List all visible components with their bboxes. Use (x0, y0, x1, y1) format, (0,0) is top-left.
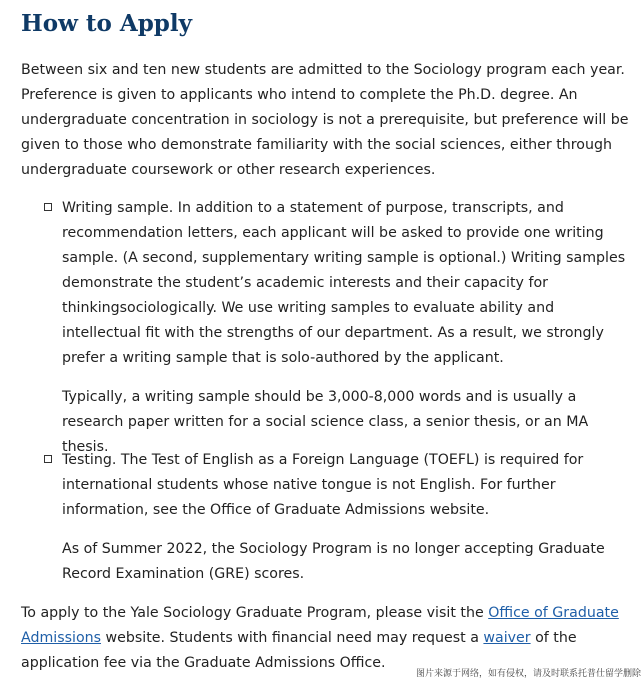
closing-text-1: To apply to the Yale Sociology Graduate Program, please visit the (21, 605, 489, 621)
closing-text-2: website. Students with financial need may request a (101, 630, 484, 646)
intro-paragraph: Between six and ten new students are admitted to the Sociology program each year. Preference is given to applicants who intend to complete the Ph.D. degree. An undergraduate concentration in sociology is not a prerequisite, but preference will be given to those who demonstrate familiarity with the social sciences, either through undergraduate coursework or other research experiences. (21, 62, 629, 178)
waiver-link[interactable]: waiver (483, 630, 531, 646)
testing-text: Testing. The Test of English as a Foreign Language (TOEFL) is required for international students whose native tongue is not English. For further information, see the Office of Graduate Admissions website. (62, 452, 584, 518)
testing-note: As of Summer 2022, the Sociology Program is no longer accepting Graduate Record Examination (GRE) scores. (62, 541, 605, 582)
closing-paragraph (21, 601, 636, 676)
graduate-admissions-link[interactable]: Office of Graduate Admissions (21, 605, 619, 646)
square-bullet-icon (44, 203, 52, 211)
closing-text-3: of the application fee via the Graduate Admissions Office. (21, 630, 577, 671)
image-watermark: 图片来源于网络，如有侵权，请及时联系托普仕留学删除 (416, 666, 641, 679)
writing-sample-note: Typically, a writing sample should be 3,000-8,000 words and is usually a research paper written for a social science class, a senior thesis, or an MA thesis. (62, 389, 589, 455)
square-bullet-icon (44, 455, 52, 463)
page-title: How to Apply (21, 10, 192, 37)
writing-sample-text: Writing sample. In addition to a statement of purpose, transcripts, and recommendation letters, each applicant will be asked to provide one writing sample. (A second, supplementary writing sample is optional.) Writing samples demonstrate the student’s academic interests and their capacity for thinkingsociologically. We use writing samples to evaluate ability and intellectual fit with the strengths of our department. As a result, we strongly prefer a writing sample that is solo-authored by the applicant. (62, 200, 626, 366)
